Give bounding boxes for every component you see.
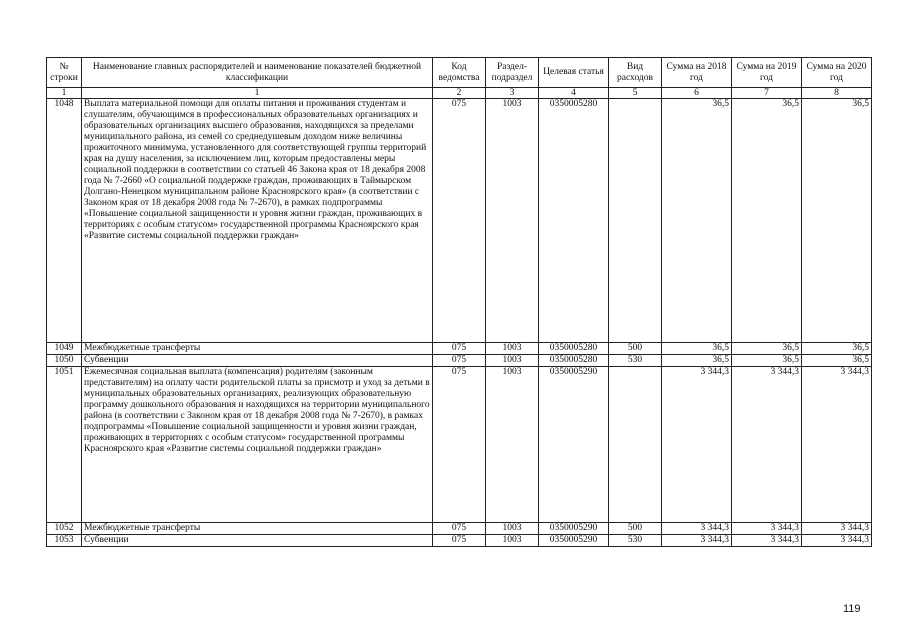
expense-type: 500 bbox=[609, 343, 662, 355]
sum-2018: 36,5 bbox=[662, 343, 732, 355]
sum-2019: 36,5 bbox=[732, 99, 802, 343]
expense-type bbox=[609, 367, 662, 523]
table-row bbox=[47, 523, 872, 535]
column-index: 1 bbox=[47, 88, 82, 99]
sum-2018: 3 344,3 bbox=[662, 523, 732, 535]
row-description: Межбюджетные трансферты bbox=[82, 343, 433, 355]
section-code: 1003 bbox=[486, 367, 539, 523]
expense-type bbox=[609, 99, 662, 343]
section-code: 1003 bbox=[486, 355, 539, 367]
header-name: Наименование главных распорядителей и наименование показателей бюджетной классификации bbox=[82, 58, 433, 88]
column-index-row bbox=[47, 88, 872, 99]
column-index: 7 bbox=[732, 88, 802, 99]
header-target: Целевая статья bbox=[539, 58, 609, 88]
header-sum-2019: Сумма на 2019 год bbox=[732, 58, 802, 88]
sum-2019: 3 344,3 bbox=[732, 523, 802, 535]
table-row bbox=[47, 343, 872, 355]
dept-code: 075 bbox=[433, 523, 486, 535]
column-index: 3 bbox=[486, 88, 539, 99]
column-index: 8 bbox=[802, 88, 872, 99]
header-sum-2020: Сумма на 2020 год bbox=[802, 58, 872, 88]
target-code: 0350005280 bbox=[539, 343, 609, 355]
row-description: Субвенции bbox=[82, 355, 433, 367]
row-number: 1053 bbox=[47, 535, 82, 547]
row-number: 1048 bbox=[47, 99, 82, 343]
target-code: 0350005290 bbox=[539, 367, 609, 523]
page-number: 119 bbox=[843, 603, 861, 615]
table-row bbox=[47, 535, 872, 547]
column-index: 4 bbox=[539, 88, 609, 99]
section-code: 1003 bbox=[486, 343, 539, 355]
section-code: 1003 bbox=[486, 523, 539, 535]
dept-code: 075 bbox=[433, 343, 486, 355]
target-code: 0350005280 bbox=[539, 99, 609, 343]
header-sum-2018: Сумма на 2018 год bbox=[662, 58, 732, 88]
row-description: Выплата материальной помощи для оплаты питания и проживания студентам и слушателям, обучающимся в профессиональных образовательных организациях и образовательных организациях высшего образования, находящихся за пределами муниципального района, из семей со среднедушевым доходом ниже величины прожиточного минимума, установленного для соответствующей группы территорий края на душу населения, за исключением лиц, которым предоставлены меры социальной поддержки в соответствии со статьей 46 Закона края от 18 декабря 2008 года № 7-2660 «О социальной поддержке граждан, проживающих в Таймырском Долгано-Ненецком муниципальном районе Красноярского края» (в соответствии с Законом края от 18 декабря 2008 года № 7-2670), в рамках подпрограммы «Повышение социальной защищенности и уровня жизни граждан, проживающих в территориях с особым статусом» государственной программы Красноярского края «Развитие системы социальной поддержки граждан» bbox=[82, 99, 433, 343]
sum-2020: 3 344,3 bbox=[802, 535, 872, 547]
column-index: 1 bbox=[82, 88, 433, 99]
sum-2020: 3 344,3 bbox=[802, 523, 872, 535]
sum-2018: 3 344,3 bbox=[662, 367, 732, 523]
sum-2019: 36,5 bbox=[732, 355, 802, 367]
sum-2020: 36,5 bbox=[802, 355, 872, 367]
header-exp-type: Вид расходов bbox=[609, 58, 662, 88]
sum-2020: 3 344,3 bbox=[802, 367, 872, 523]
sum-2020: 36,5 bbox=[802, 343, 872, 355]
header-num: № строки bbox=[47, 58, 82, 88]
dept-code: 075 bbox=[433, 367, 486, 523]
sum-2018: 3 344,3 bbox=[662, 535, 732, 547]
sum-2019: 3 344,3 bbox=[732, 367, 802, 523]
row-number: 1050 bbox=[47, 355, 82, 367]
section-code: 1003 bbox=[486, 99, 539, 343]
expense-type: 500 bbox=[609, 523, 662, 535]
target-code: 0350005280 bbox=[539, 355, 609, 367]
table-row bbox=[47, 367, 872, 523]
row-number: 1051 bbox=[47, 367, 82, 523]
budget-table bbox=[46, 57, 872, 547]
column-index: 2 bbox=[433, 88, 486, 99]
row-description: Межбюджетные трансферты bbox=[82, 523, 433, 535]
target-code: 0350005290 bbox=[539, 523, 609, 535]
row-description: Ежемесячная социальная выплата (компенсация) родителям (законным представителям) на оплату части родительской платы за присмотр и уход за детьми в муниципальных образовательных организациях, реализующих образовательную программу дошкольного образования и находящихся на территории муниципального района (в соответствии с Законом края от 18 декабря 2008 года № 7-2670), в рамках подпрограммы «Повышение социальной защищенности и уровня жизни граждан, проживающих в территориях с особым статусом» государственной программы Красноярского края «Развитие системы социальной поддержки граждан» bbox=[82, 367, 433, 523]
sum-2019: 36,5 bbox=[732, 343, 802, 355]
target-code: 0350005290 bbox=[539, 535, 609, 547]
row-number: 1052 bbox=[47, 523, 82, 535]
table-row bbox=[47, 99, 872, 343]
sum-2018: 36,5 bbox=[662, 355, 732, 367]
column-index: 6 bbox=[662, 88, 732, 99]
dept-code: 075 bbox=[433, 355, 486, 367]
expense-type: 530 bbox=[609, 535, 662, 547]
sum-2018: 36,5 bbox=[662, 99, 732, 343]
sum-2019: 3 344,3 bbox=[732, 535, 802, 547]
header-dept: Код ведомства bbox=[433, 58, 486, 88]
dept-code: 075 bbox=[433, 535, 486, 547]
column-index: 5 bbox=[609, 88, 662, 99]
row-description: Субвенции bbox=[82, 535, 433, 547]
sum-2020: 36,5 bbox=[802, 99, 872, 343]
section-code: 1003 bbox=[486, 535, 539, 547]
dept-code: 075 bbox=[433, 99, 486, 343]
table-row bbox=[47, 355, 872, 367]
header-row bbox=[47, 58, 872, 88]
header-section: Раздел-подраздел bbox=[486, 58, 539, 88]
row-number: 1049 bbox=[47, 343, 82, 355]
expense-type: 530 bbox=[609, 355, 662, 367]
